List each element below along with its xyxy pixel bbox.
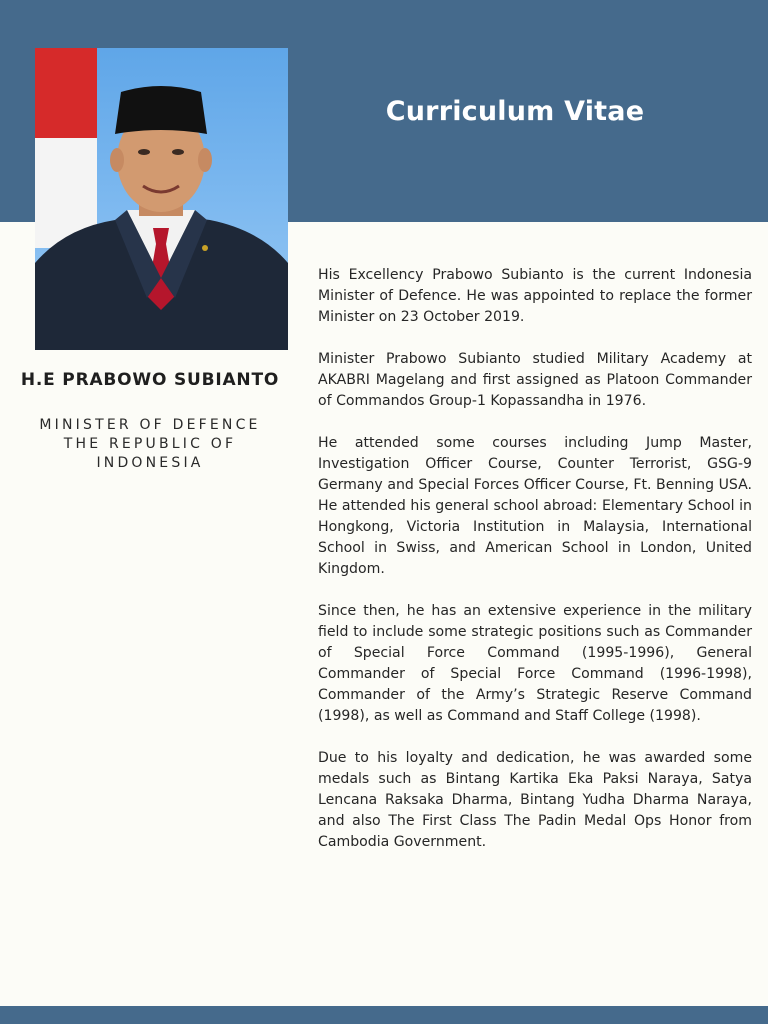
bio-paragraph-1: His Excellency Prabowo Subianto is the current Indonesia Minister of Defence. He was appointed to replace the former Minister on 23 October 2019. [318,267,752,325]
biography [318,265,752,874]
portrait-photo [35,48,288,350]
role-line-2: THE REPUBLIC OF [63,436,237,452]
bio-paragraph-3: He attended some courses including Jump Master, Investigation Officer Course, Counter Terrorist, GSG-9 Germany and Special Forces Officer Course, Ft. Benning USA. He attended his general school abroad: Elementary School in Hongkong, Victoria Institution in Malaysia, International School in Swiss, and American School in London, United Kingdom. [318,435,752,577]
flag-red-stripe [35,48,97,138]
role-line-1: MINISTER OF DEFENCE [39,417,261,433]
person-name: H.E PRABOWO SUBIANTO [20,370,280,390]
document-title: Curriculum Vitae [385,96,645,127]
bio-paragraph-2: Minister Prabowo Subianto studied Military Academy at AKABRI Magelang and first assigned as Platoon Commander of Commandos Group-1 Kopassandha in 1976. [318,351,752,409]
peci-cap [115,86,207,134]
role-line-3: INDONESIA [96,455,204,471]
portrait-illustration [35,48,288,350]
lapel-pin [202,245,208,251]
person-role [10,416,290,473]
bio-paragraph-5: Due to his loyalty and dedication, he was awarded some medals such as Bintang Kartika Eka Paksi Naraya, Satya Lencana Raksaka Dharma, Bintang Yudha Dharma Naraya, and also The First Class The Padin Medal Ops Honor from Cambodia Government. [318,750,752,850]
bio-paragraph-4: Since then, he has an extensive experience in the military field to include some strategic positions such as Commander of Special Force Command (1995-1996), General Commander of Special Force Command (1996-1998), Commander of the Army’s Strategic Reserve Command (1998), as well as Command and Staff College (1998). [318,603,752,724]
footer-band [0,1006,768,1024]
